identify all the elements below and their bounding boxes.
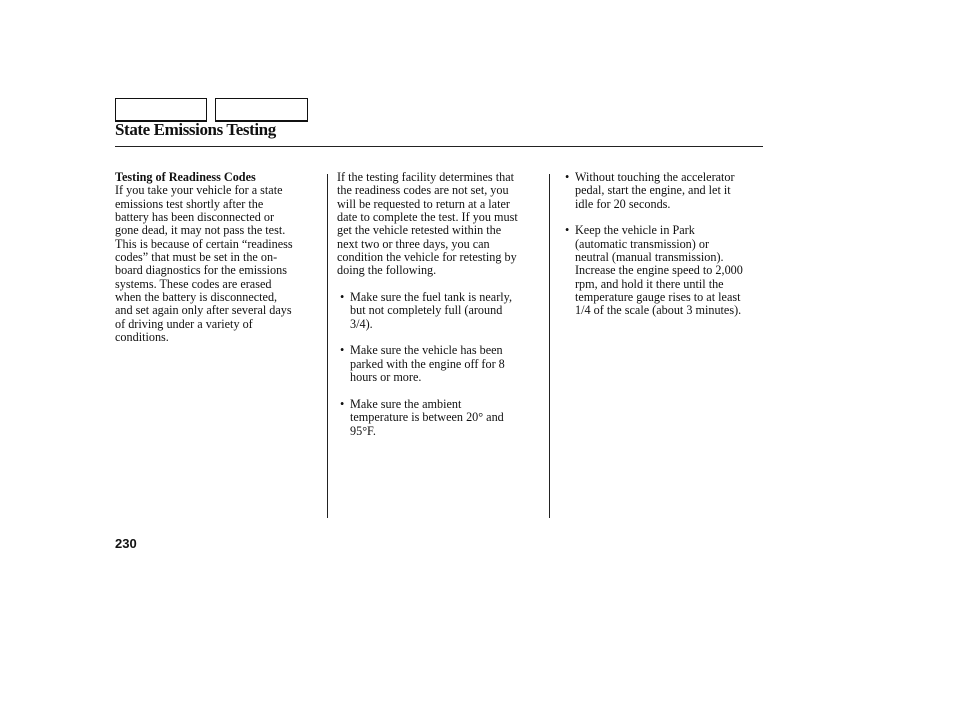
bullet-item-parked xyxy=(337,344,543,384)
text-line: get the vehicle retested within the xyxy=(337,223,502,238)
text-line: gone dead, it may not pass the test. xyxy=(115,223,286,238)
text-line: 3/4). xyxy=(350,316,373,331)
text-line: but not completely full (around xyxy=(350,303,503,318)
text-line: (automatic transmission) or xyxy=(575,236,710,251)
page-title: State Emissions Testing xyxy=(115,120,276,139)
text-line: If the testing facility determines that xyxy=(337,170,514,184)
column-2-intro xyxy=(337,171,543,278)
text-line: systems. These codes are erased xyxy=(115,276,272,291)
bullet-dot: • xyxy=(340,290,345,305)
text-line: Make sure the ambient xyxy=(350,396,462,411)
bullet-item-ambient-temperature xyxy=(337,398,543,438)
text-line: This is because of certain “readiness xyxy=(115,236,293,251)
text-line: If you take your vehicle for a state xyxy=(115,183,283,198)
text-line: next two or three days, you can xyxy=(337,236,490,251)
text-line: Keep the vehicle in Park xyxy=(575,223,695,238)
column-1 xyxy=(115,171,321,344)
text-line: conditions. xyxy=(115,330,169,345)
text-line: parked with the engine off for 8 xyxy=(350,356,505,371)
text-line: emissions test shortly after the xyxy=(115,196,264,211)
text-line: battery has been disconnected or xyxy=(115,210,275,225)
nav-tab-box-2[interactable] xyxy=(215,98,308,122)
text-line: rpm, and hold it there until the xyxy=(575,276,724,291)
text-line: of driving under a variety of xyxy=(115,316,253,331)
bullet-item-engine-speed xyxy=(562,224,764,317)
text-line: codes” that must be set in the on- xyxy=(115,250,278,265)
text-line: Without touching the accelerator xyxy=(575,170,735,184)
text-line: Increase the engine speed to 2,000 xyxy=(575,263,743,278)
text-line: hours or more. xyxy=(350,370,422,385)
section-subheading: Testing of Readiness Codes xyxy=(115,170,256,184)
bullet-dot: • xyxy=(565,170,570,184)
bullet-item-fuel-tank xyxy=(337,291,543,331)
nav-tab-box-1[interactable] xyxy=(115,98,207,122)
text-line: date to complete the test. If you must xyxy=(337,210,518,225)
text-line: pedal, start the engine, and let it xyxy=(575,183,731,198)
text-line: Make sure the fuel tank is nearly, xyxy=(350,290,512,305)
text-line: temperature is between 20° and xyxy=(350,410,504,425)
bullet-item-idle-engine xyxy=(562,171,764,211)
column-divider-1 xyxy=(327,174,328,518)
bullet-dot: • xyxy=(565,223,570,238)
text-line: 95°F. xyxy=(350,423,376,438)
text-line: idle for 20 seconds. xyxy=(575,196,671,211)
text-line: board diagnostics for the emissions xyxy=(115,263,287,278)
text-line: temperature gauge rises to at least xyxy=(575,290,741,305)
text-line: condition the vehicle for retesting by xyxy=(337,250,517,265)
text-line: Make sure the vehicle has been xyxy=(350,343,503,358)
text-line: and set again only after several days xyxy=(115,303,292,318)
text-line: 1/4 of the scale (about 3 minutes). xyxy=(575,303,742,318)
bullet-dot: • xyxy=(340,343,345,358)
column-1-paragraph xyxy=(115,184,321,344)
text-line: the readiness codes are not set, you xyxy=(337,183,509,198)
title-rule xyxy=(115,146,763,147)
text-line: neutral (manual transmission). xyxy=(575,250,724,265)
column-3 xyxy=(562,171,764,331)
text-line: doing the following. xyxy=(337,263,437,278)
column-divider-2 xyxy=(549,174,550,518)
page-number: 230 xyxy=(115,536,137,551)
column-2 xyxy=(337,171,543,451)
text-line: when the battery is disconnected, xyxy=(115,290,278,305)
bullet-dot: • xyxy=(340,396,345,411)
text-line: will be requested to return at a later xyxy=(337,196,510,211)
